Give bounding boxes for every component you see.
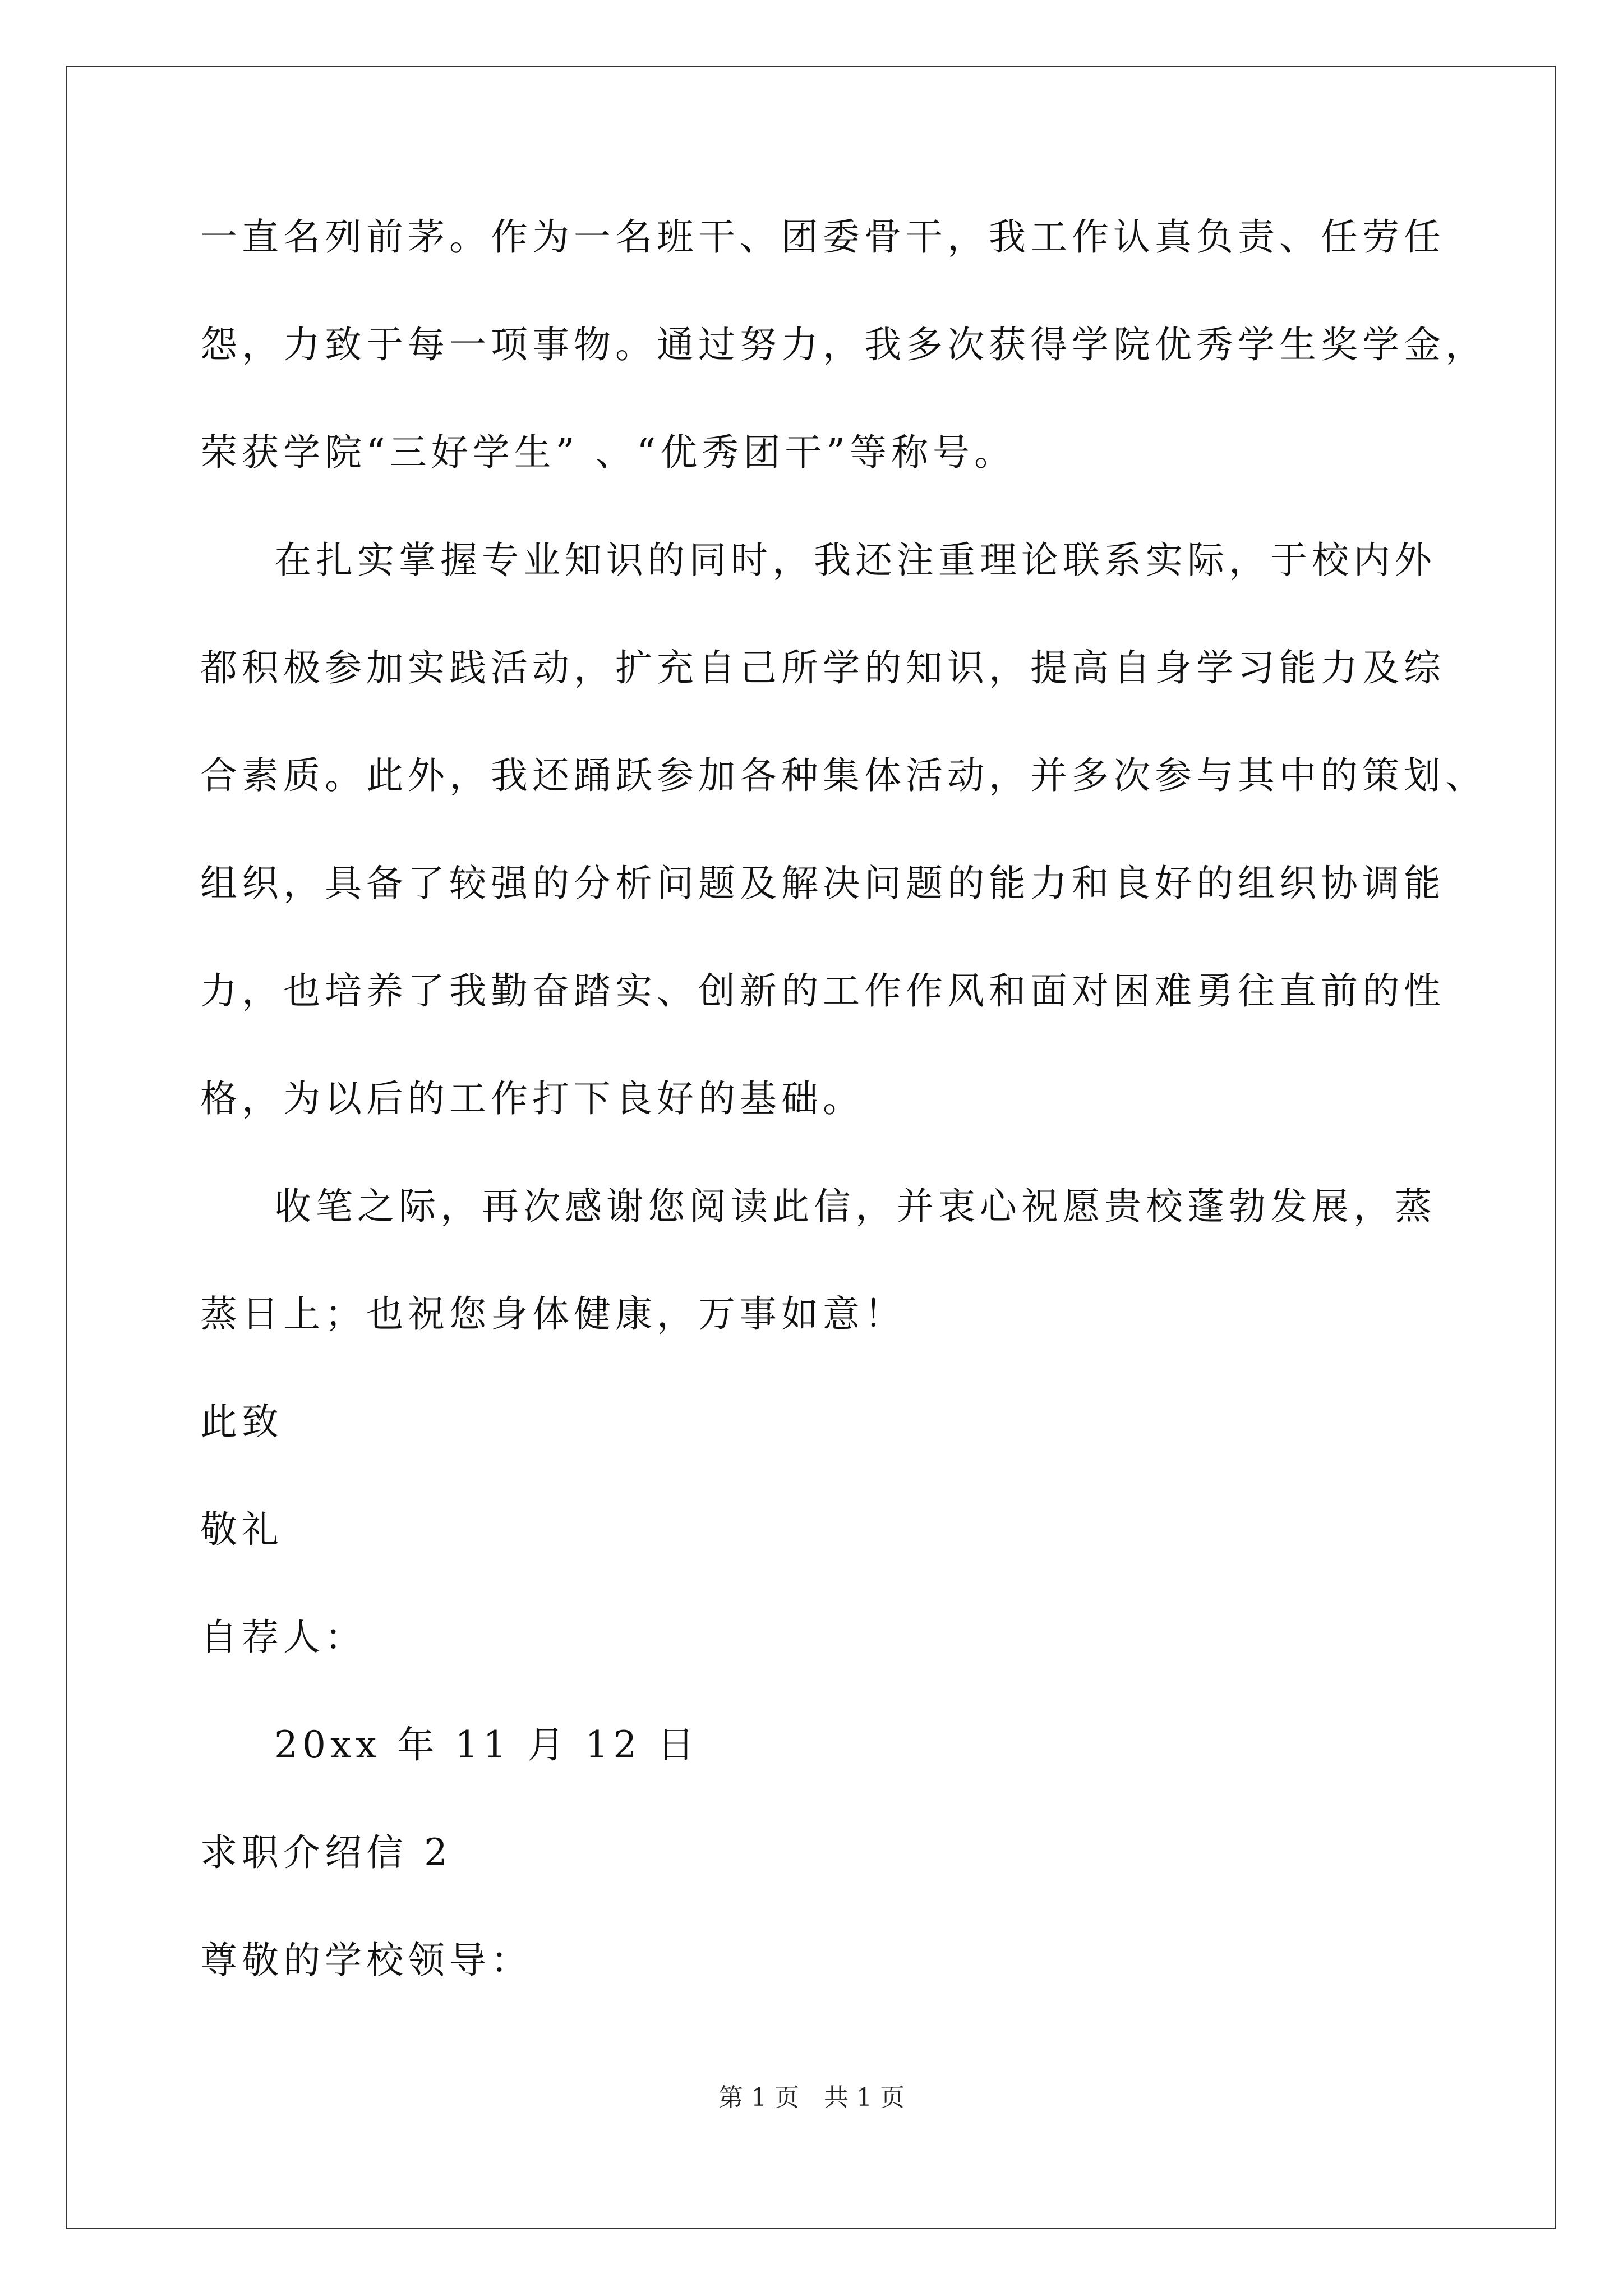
salutation-jingli: 敬礼 <box>200 1508 283 1551</box>
paragraph-line: 怨，力致于每一项事物。通过努力，我多次获得学院优秀学生奖学金， <box>200 323 1487 366</box>
page-footer: 第 1 页 共 1 页 <box>718 2083 905 2112</box>
paragraph-line: 合素质。此外，我还踊跃参加各种集体活动，并多次参与其中的策划、 <box>200 754 1487 797</box>
next-letter-title: 求职介绍信 2 <box>200 1831 452 1874</box>
paragraph-line: 都积极参加实践活动，扩充自己所学的知识，提高自身学习能力及综 <box>200 646 1445 689</box>
next-letter-greeting: 尊敬的学校领导： <box>200 1939 532 1982</box>
paragraph-line: 组织，具备了较强的分析问题及解决问题的能力和良好的组织协调能 <box>200 862 1445 905</box>
signature-label: 自荐人： <box>200 1616 366 1659</box>
paragraph-line: 收笔之际，再次感谢您阅读此信，并衷心祝愿贵校蓬勃发展，蒸 <box>274 1185 1436 1228</box>
paragraph-line: 在扎实掌握专业知识的同时，我还注重理论联系实际，于校内外 <box>274 539 1436 582</box>
paragraph-line: 一直名列前茅。作为一名班干、团委骨干，我工作认真负责、任劳任 <box>200 215 1445 259</box>
paragraph-line: 荣获学院“三好学生” 、“优秀团干”等称号。 <box>200 431 1016 474</box>
letter-date: 20xx 年 11 月 12 日 <box>274 1723 699 1766</box>
paragraph-line: 力，也培养了我勤奋踏实、创新的工作作风和面对困难勇往直前的性 <box>200 969 1445 1013</box>
salutation-cizhi: 此致 <box>200 1400 283 1443</box>
paragraph-line: 格，为以后的工作打下良好的基础。 <box>200 1077 864 1120</box>
paragraph-line: 蒸日上；也祝您身体健康，万事如意！ <box>200 1292 906 1336</box>
page-border <box>66 66 1556 2229</box>
